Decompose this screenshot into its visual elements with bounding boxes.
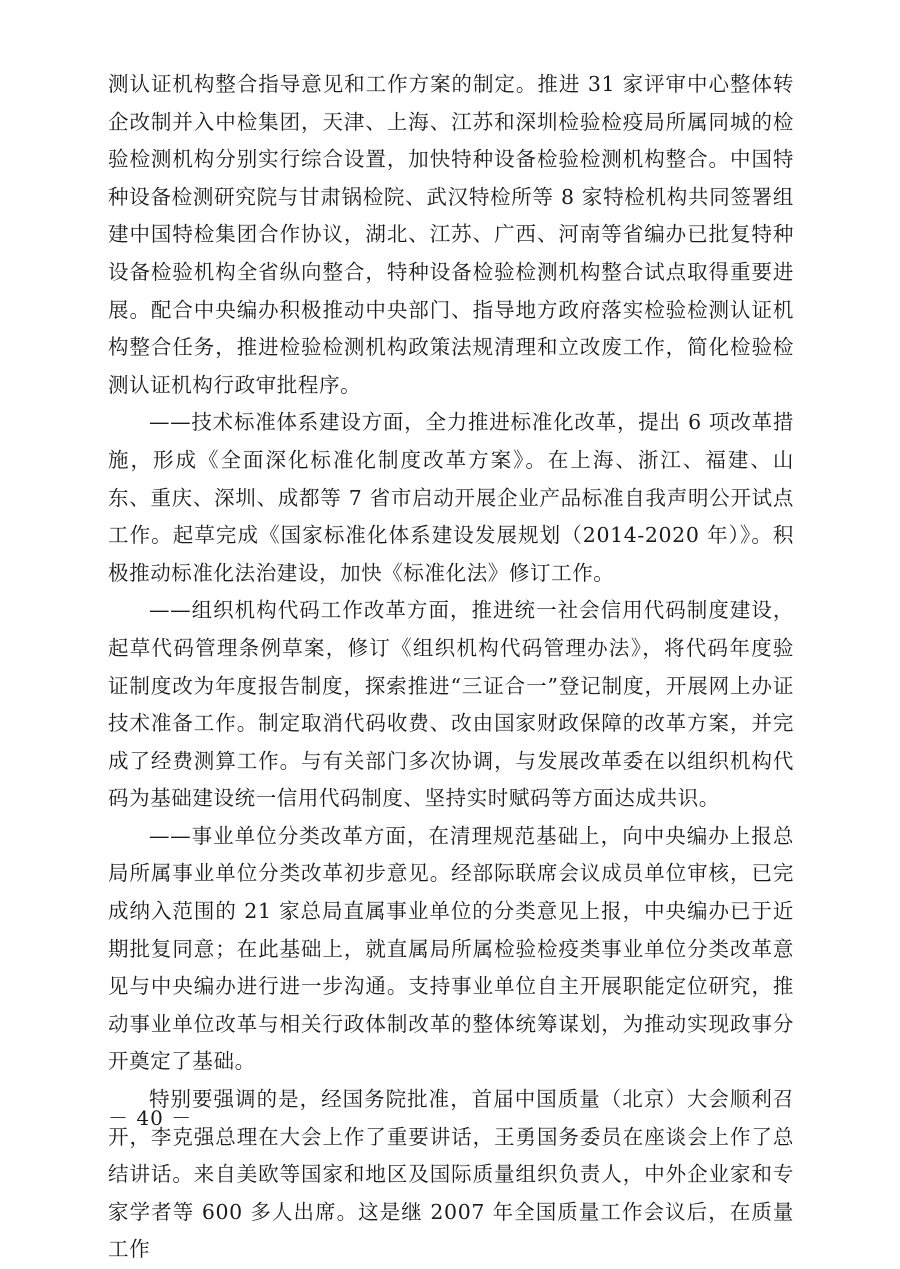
document-body: [108, 66, 794, 1269]
paragraph-3: ——组织机构代码工作改革方面，推进统一社会信用代码制度建设，起草代码管理条例草案，修订《组织机构代码管理办法》，将代码年度验证制度改为年度报告制度，探索推进“三证合一”登记制度，开展网上办证技术准备工作。制定取消代码收费、改由国家财政保障的改革方案，并完成了经费测算工作。与有关部门多次协调，与发展改革委在以组织机构代码为基础建设统一信用代码制度、坚持实时赋码等方面达成共识。: [108, 598, 794, 811]
page-number: － 40 －: [108, 1106, 193, 1130]
paragraph-1: 测认证机构整合指导意见和工作方案的制定。推进 31 家评审中心整体转企改制并入中检集团，天津、上海、江苏和深圳检验检疫局所属同城的检验检测机构分别实行综合设置，加快特种设备检验检测机构整合。中国特种设备检测研究院与甘肃锅检院、武汉特检所等 8 家特检机构共同签署组建中国特检集团合作协议，湖北、江苏、广西、河南等省编办已批复特种设备检验机构全省纵向整合，特种设备检验检测机构整合试点取得重要进展。配合中央编办积极推动中央部门、指导地方政府落实检验检测认证机构整合任务，推进检验检测机构政策法规清理和立改废工作，简化检验检测认证机构行政审批程序。: [108, 72, 794, 397]
paragraph-2: ——技术标准体系建设方面，全力推进标准化改革，提出 6 项改革措施，形成《全面深化标准化制度改革方案》。在上海、浙江、福建、山东、重庆、深圳、成都等 7 省市启动开展企业产品标准自我声明公开试点工作。起草完成《国家标准化体系建设发展规划（2014-2020 年）》。积极推动标准化法治建设，加快《标准化法》修订工作。: [108, 410, 794, 585]
paragraph-4: ——事业单位分类改革方面，在清理规范基础上，向中央编办上报总局所属事业单位分类改革初步意见。经部际联席会议成员单位审核，已完成纳入范围的 21 家总局直属事业单位的分类意见上报，中央编办已于近期批复同意；在此基础上，就直属局所属检验检疫类事业单位分类改革意见与中央编办进行进一步沟通。支持事业单位自主开展职能定位研究，推动事业单位改革与相关行政体制改革的整体统筹谋划，为推动实现政事分开奠定了基础。: [108, 823, 794, 1074]
paragraph-5: 特别要强调的是，经国务院批准，首届中国质量（北京）大会顺利召开，李克强总理在大会上作了重要讲话，王勇国务委员在座谈会上作了总结讲话。来自美欧等国家和地区及国际质量组织负责人，中外企业家和专家学者等 600 多人出席。这是继 2007 年全国质量工作会议后，在质量工作: [108, 1087, 794, 1262]
